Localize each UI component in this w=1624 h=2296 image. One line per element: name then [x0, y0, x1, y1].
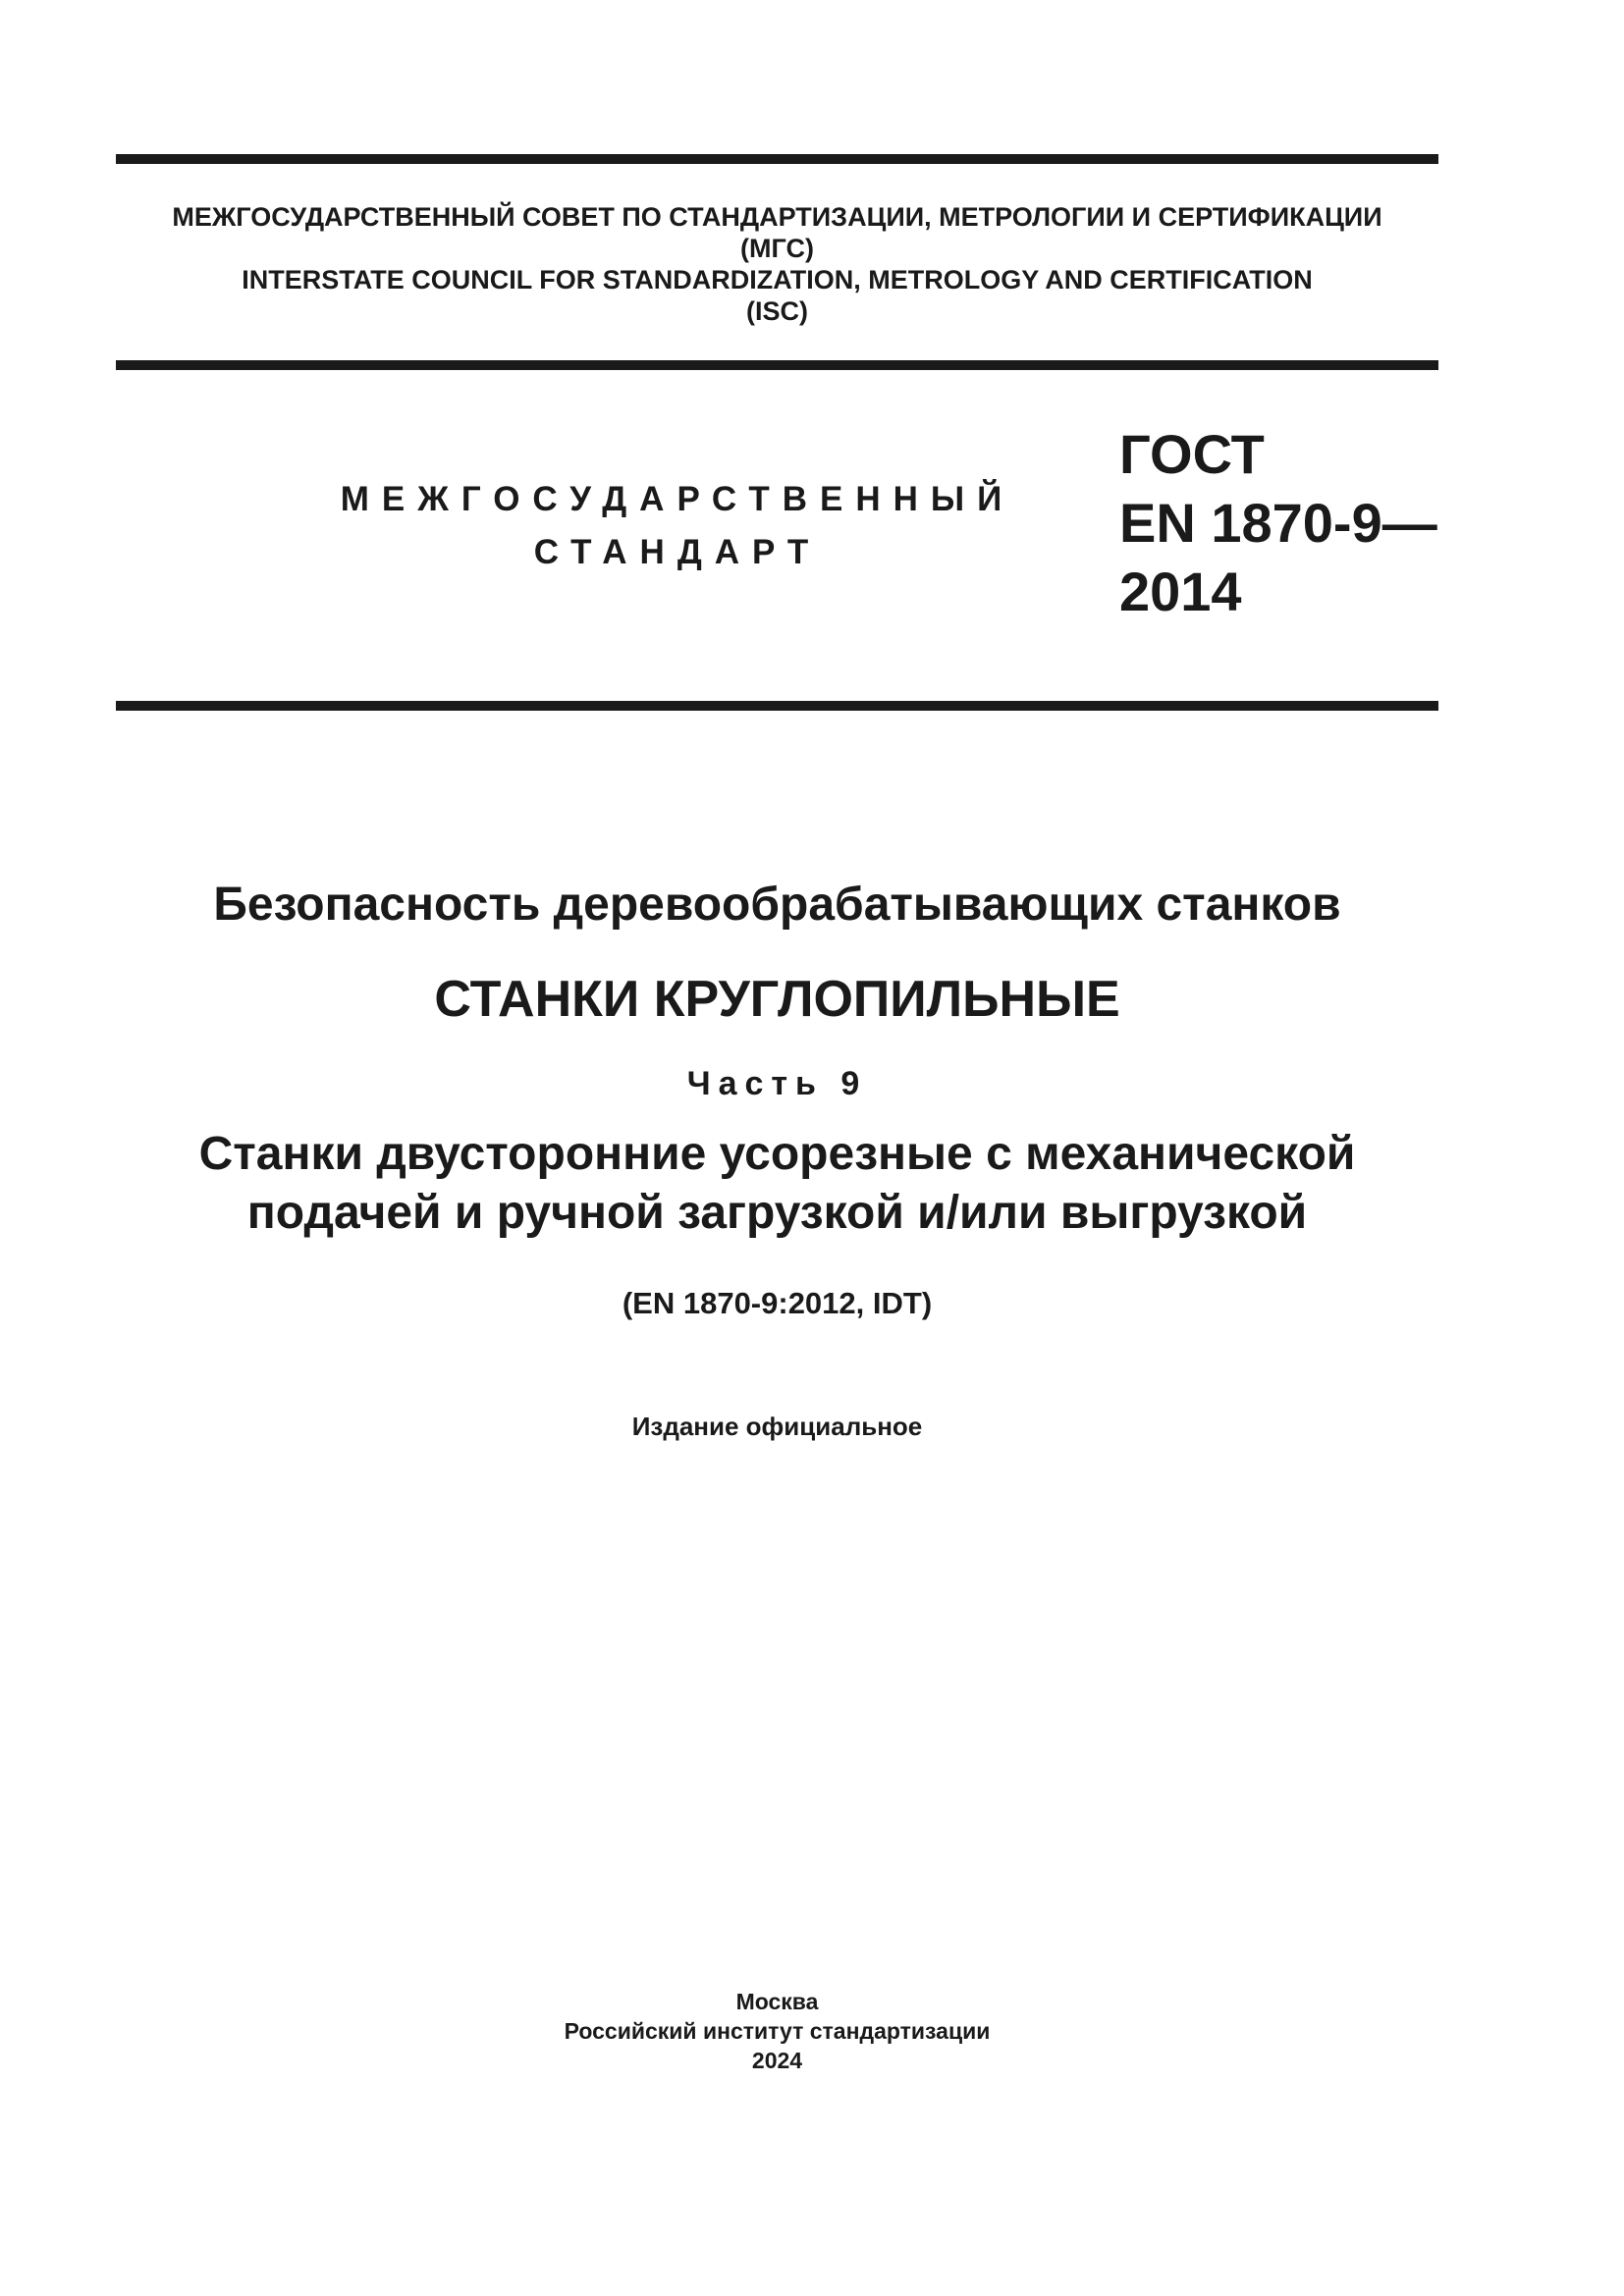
part-number: Часть 9 — [686, 1065, 868, 1102]
standard-kind-line1: МЕЖГОСУДАРСТВЕННЫЙ — [340, 480, 1015, 518]
identity-note: (EN 1870-9:2012, IDT) — [622, 1286, 933, 1320]
top-rule — [116, 154, 1438, 164]
part-title — [116, 1125, 1438, 1243]
designation-rule — [116, 701, 1438, 711]
standard-kind — [295, 473, 1060, 579]
main-title: СТАНКИ КРУГЛОПИЛЬНЫЕ — [434, 971, 1120, 1028]
designation-line1: ГОСТ — [1119, 423, 1265, 485]
standard-designation — [1119, 420, 1437, 626]
title-block — [116, 874, 1438, 1443]
part-title-line2: подачей и ручной загрузкой и/или выгрузкой — [246, 1187, 1308, 1239]
general-title: Безопасность деревообрабатывающих станков — [213, 879, 1341, 931]
imprint-publisher: Российский институт стандартизации — [564, 2018, 991, 2044]
council-name-ru: МЕЖГОСУДАРСТВЕННЫЙ СОВЕТ ПО СТАНДАРТИЗАЦИИ, МЕТРОЛОГИИ И СЕРТИФИКАЦИИ — [172, 202, 1382, 232]
council-name-en: INTERSTATE COUNCIL FOR STANDARDIZATION, METROLOGY AND CERTIFICATION — [242, 265, 1313, 294]
designation-line2: EN 1870-9— — [1119, 492, 1437, 554]
standard-kind-line2: СТАНДАРТ — [533, 533, 822, 571]
designation-line3: 2014 — [1119, 561, 1242, 622]
part-title-line1: Станки двусторонние усорезные с механической — [198, 1128, 1356, 1180]
council-abbr-en: (ISC) — [746, 296, 808, 326]
council-abbr-ru: (МГС) — [740, 234, 814, 263]
council-header — [116, 201, 1438, 327]
edition-note: Издание официальное — [631, 1412, 923, 1441]
imprint-city: Москва — [735, 1989, 819, 2014]
header-rule — [116, 360, 1438, 370]
imprint-year: 2024 — [751, 2048, 803, 2073]
imprint — [116, 1987, 1438, 2075]
